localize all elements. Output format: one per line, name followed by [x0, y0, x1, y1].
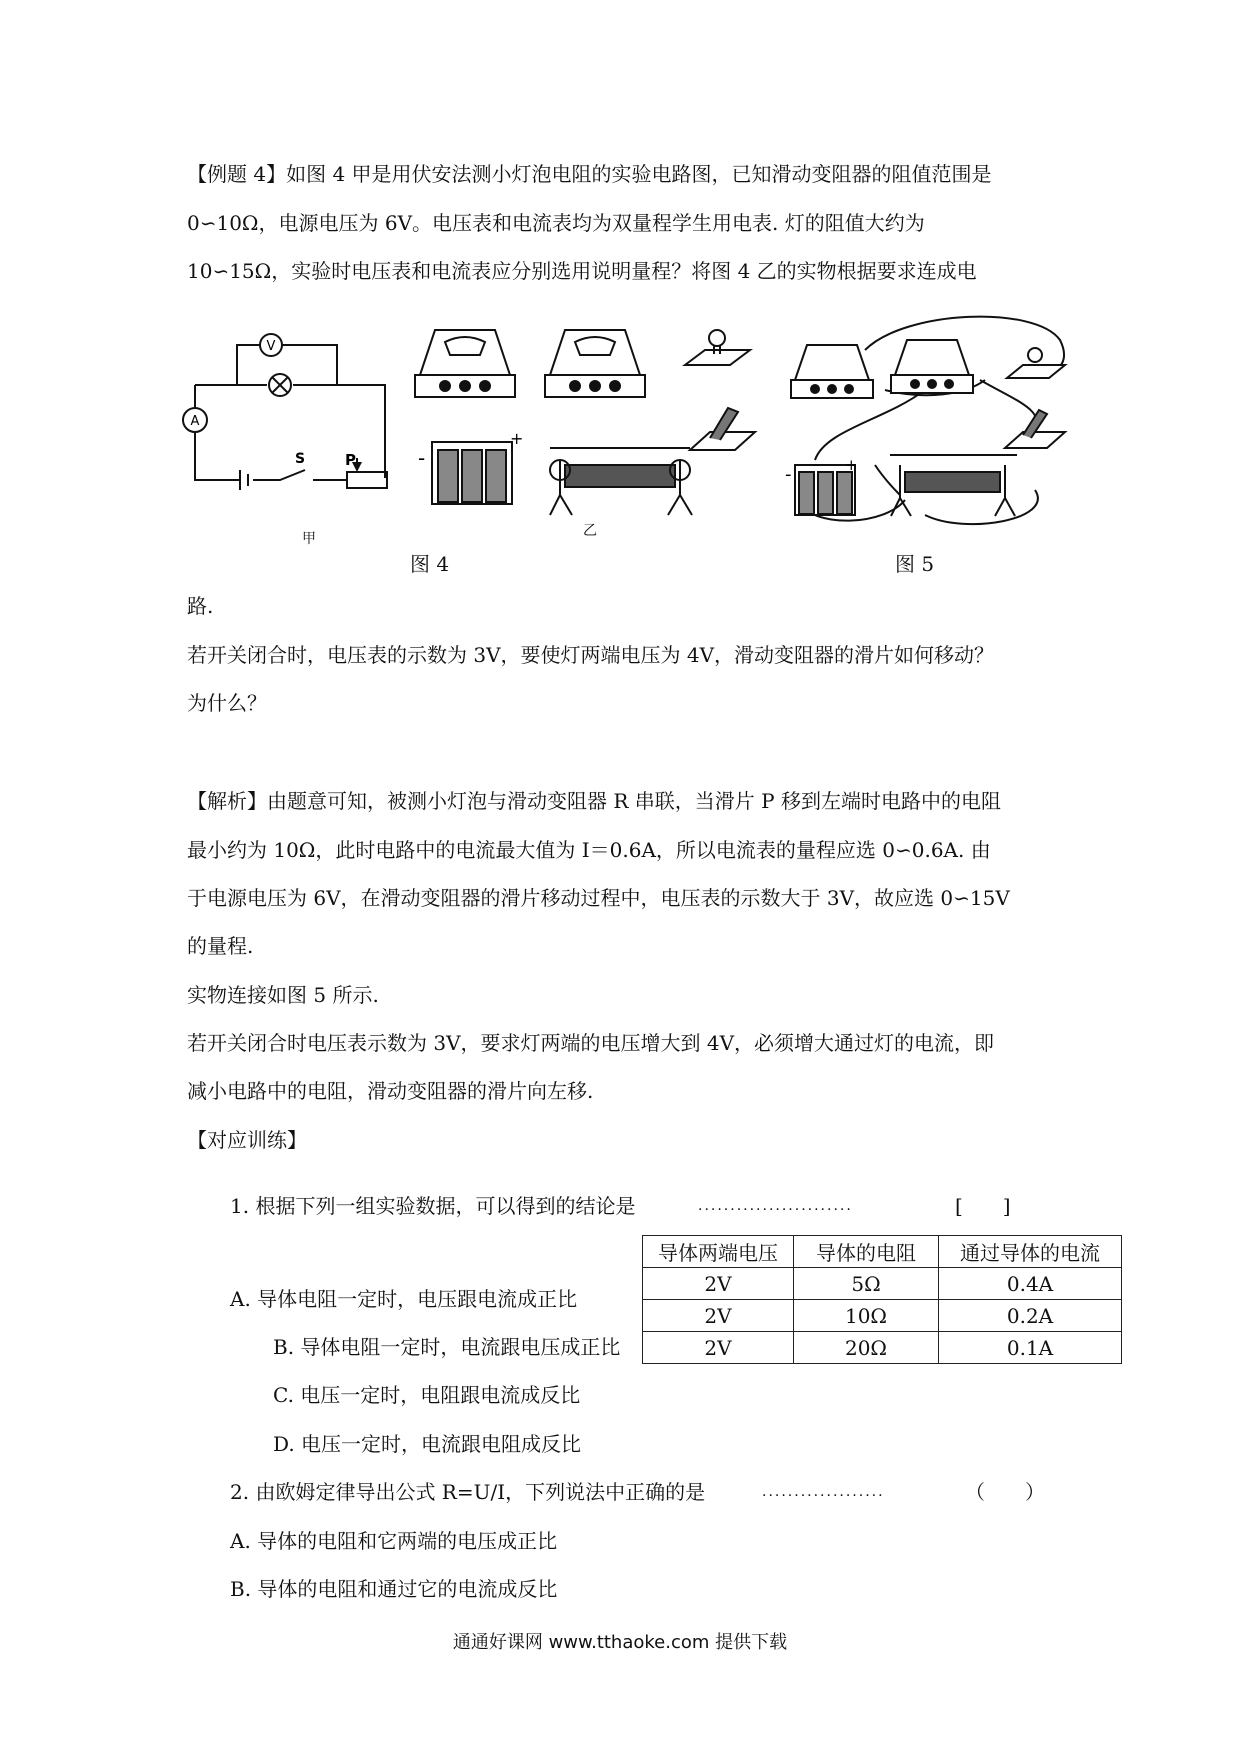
page-footer: 通通好课网 www.tthaoke.com 提供下载	[452, 1632, 788, 1653]
table-cell: 0.4A	[939, 1268, 1122, 1300]
training-heading: 【对应训练】	[187, 1128, 307, 1152]
data-table	[642, 1235, 1122, 1364]
q1-option-b: B. 导体电阻一定时，电流跟电压成正比	[273, 1335, 621, 1359]
table-row	[643, 1268, 1122, 1300]
analysis-line-7: 减小电路中的电阻，滑动变阻器的滑片向左移.	[187, 1079, 594, 1103]
table-cell: 10Ω	[794, 1300, 939, 1332]
connected-circuit-illustration	[785, 320, 1070, 535]
svg-text:+: +	[510, 429, 524, 448]
svg-text:+: +	[845, 456, 858, 474]
example-line-4: 路.	[187, 594, 214, 618]
label-yi: 乙	[583, 523, 597, 539]
analysis-line-5: 实物连接如图 5 所示.	[187, 983, 379, 1007]
label-jia: 甲	[302, 531, 316, 547]
q1-dots: ........................	[698, 1198, 853, 1214]
question-line-1: 若开关闭合时，电压表的示数为 3V，要使灯两端电压为 4V，滑动变阻器的滑片如何移动？	[187, 643, 995, 667]
question-line-2: 为什么？	[187, 691, 267, 715]
caption-fig5: 图 5	[895, 552, 935, 576]
svg-text:-: -	[418, 446, 426, 470]
analysis-line-4: 的量程.	[187, 934, 254, 958]
circuit-diagram	[190, 330, 395, 510]
voltmeter-label: V	[266, 339, 276, 354]
table-cell: 0.2A	[939, 1300, 1122, 1332]
q2-option-a: A. 导体的电阻和它两端的电压成正比	[230, 1529, 558, 1553]
analysis-line-1: 【解析】由题意可知，被测小灯泡与滑动变阻器 R 串联，当滑片 P 移到左端时电路中的电阻	[187, 789, 1001, 813]
table-header-row	[643, 1236, 1122, 1268]
lamp-and-switch	[680, 320, 760, 460]
q1-option-d: D. 电压一定时，电流跟电阻成反比	[273, 1432, 582, 1456]
table-row	[643, 1300, 1122, 1332]
ammeter-label: A	[190, 414, 200, 429]
table-cell: 5Ω	[794, 1268, 939, 1300]
table-header-cell: 导体的电阻	[794, 1236, 939, 1268]
example-line-3: 10∽15Ω，实验时电压表和电流表应分别选用说明量程？将图 4 乙的实物根据要求连成电	[187, 259, 977, 283]
q2-bracket: （ ）	[965, 1480, 1045, 1504]
switch-label: S	[295, 451, 306, 467]
example-line-1: 【例题 4】如图 4 甲是用伏安法测小灯泡电阻的实验电路图，已知滑动变阻器的阻值范围是	[187, 162, 992, 186]
table-header-cell: 通过导体的电流	[939, 1236, 1122, 1268]
q1-option-c: C. 电压一定时，电阻跟电流成反比	[273, 1383, 581, 1407]
analysis-line-3: 于电源电压为 6V，在滑动变阻器的滑片移动过程中，电压表的示数大于 3V，故应选 0∽15V	[187, 886, 1010, 910]
table-cell: 0.1A	[939, 1332, 1122, 1364]
table-cell: 2V	[643, 1268, 794, 1300]
table-cell: 20Ω	[794, 1332, 939, 1364]
analysis-line-6: 若开关闭合时电压表示数为 3V，要求灯两端的电压增大到 4V，必须增大通过灯的电流，即	[187, 1031, 995, 1055]
q1-bracket: [ ]	[955, 1194, 1011, 1218]
q2-dots: ...................	[762, 1484, 885, 1500]
table-row	[643, 1332, 1122, 1364]
table-cell: 2V	[643, 1332, 794, 1364]
q2-option-b: B. 导体的电阻和通过它的电流成反比	[230, 1577, 558, 1601]
svg-text:-: -	[785, 464, 792, 485]
q2-text: 2. 由欧姆定律导出公式 R=U/I，下列说法中正确的是	[230, 1480, 706, 1504]
slider-label: P	[345, 451, 356, 469]
q1-text: 1. 根据下列一组实验数据，可以得到的结论是	[230, 1194, 636, 1218]
table-cell: 2V	[643, 1300, 794, 1332]
table-header-cell: 导体两端电压	[643, 1236, 794, 1268]
caption-fig4: 图 4	[410, 552, 450, 576]
q1-option-a: A. 导体电阻一定时，电压跟电流成正比	[230, 1287, 578, 1311]
example-line-2: 0∽10Ω，电源电压为 6V。电压表和电流表均为双量程学生用电表. 灯的阻值大约为	[187, 211, 925, 235]
analysis-line-2: 最小约为 10Ω，此时电路中的电流最大值为 I＝0.6A，所以电流表的量程应选 0∽0.6A. 由	[187, 838, 991, 862]
